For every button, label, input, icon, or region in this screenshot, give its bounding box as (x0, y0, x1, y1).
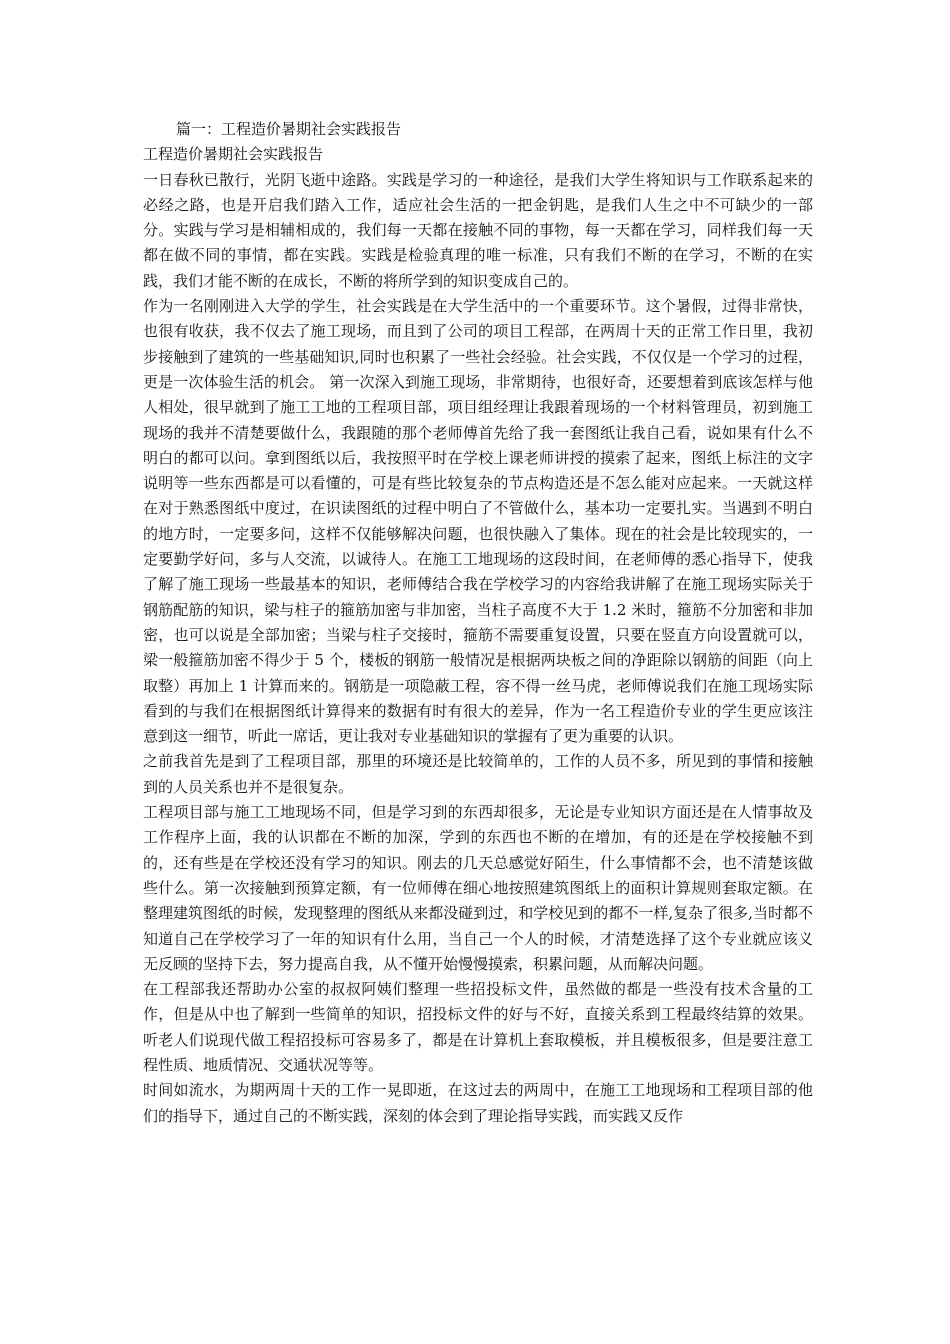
paragraph-site-experience: 作为一名刚刚进入大学的学生，社会实践是在大学生活中的一个重要环节。这个暑假，过得非常快，也很有收获，我不仅去了施工现场，而且到了公司的项目工程部，在两周十天的正常工作日里，我初步接触到了建筑的一些基础知识,同时也积累了一些社会经验。社会实践，不仅仅是一个学习的过程，更是一次体验生活的机会。 第一次深入到施工现场，非常期待，也很好奇，还要想着到底该怎样与他人相处，很早就到了施工工地的工程项目部，项目组经理让我跟着现场的一个材料管理员，初到施工现场的我并不清楚要做什么，我跟随的那个老师傅首先给了我一套图纸让我自己看，说如果有什么不明白的都可以问。拿到图纸以后，我按照平时在学校上课老师讲授的摸索了起来，图纸上标注的文字说明等一些东西都是可以看懂的，可是有些比较复杂的节点构造还是不怎么能对应起来。一天就这样在对于熟悉图纸中度过，在识读图纸的过程中明白了不管做什么，基本功一定要扎实。当遇到不明白的地方时，一定要多问，这样不仅能够解决问题，也很快融入了集体。现在的社会是比较现实的，一定要勤学好问，多与人交流，以诚待人。在施工工地现场的这段时间，在老师傅的悉心指导下，使我了解了施工现场一些最基本的知识，老师傅结合我在学校学习的内容给我讲解了在施工现场实际关于钢筋配筋的知识，梁与柱子的箍筋加密与非加密，当柱子高度不大于 1.2 米时，箍筋不分加密和非加密，也可以说是全部加密；当梁与柱子交接时，箍筋不需要重复设置，只要在竖直方向设置就可以，梁一般箍筋加密不得少于 5 个，楼板的钢筋一般情况是根据两块板之间的净距除以钢筋的间距（向上取整）再加上 1 计算而来的。钢筋是一项隐蔽工程，容不得一丝马虎，老师傅说我们在施工现场实际看到的与我们在根据图纸计算得来的数据有时有很大的差异，作为一名工程造价专业的学生更应该注意到这一细节，听此一席话，更让我对专业基础知识的掌握有了更为重要的认识。 (143, 297, 813, 746)
paragraph-bidding: 在工程部我还帮助办公室的叔叔阿姨们整理一些招投标文件，虽然做的都是一些没有技术含量的工作，但是从中也了解到一些简单的知识，招投标文件的好与不好，直接关系到工程最终结算的效果。听老人们说现代做工程招投标可容易多了，都是在计算机上套取模板，并且模板很多，但是要注意工程性质、地质情况、交通状况等等。 (143, 980, 813, 1074)
paragraph-learning: 工程项目部与施工工地现场不同，但是学习到的东西却很多，无论是专业知识方面还是在人情事故及工作程序上面，我的认识都在不断的加深，学到的东西也不断的在增加，有的还是在学校接触不到的，还有些是在学校还没有学习的知识。刚去的几天总感觉好陌生，什么事情都不会，也不清楚该做些什么。第一次接触到预算定额，有一位师傅在细心地按照建筑图纸上的面积计算规则套取定额。在整理建筑图纸的时候，发现整理的图纸从来都没碰到过，和学校见到的都不一样,复杂了很多,当时都不知道自己在学校学习了一年的知识有什么用，当自己一个人的时候，才清楚选择了这个专业就应该义无反顾的坚持下去，努力提高自我，从不懂开始慢慢摸索，积累问题，从而解决问题。 (143, 803, 813, 973)
document-page (143, 117, 813, 1129)
paragraph-intro: 一日春秋已散行，光阴飞逝中途路。实践是学习的一种途径，是我们大学生将知识与工作联系起来的必经之路，也是开启我们踏入工作，适应社会生活的一把金钥匙，是我们人生之中不可缺少的一部分。实践与学习是相辅相成的，我们每一天都在接触不同的事物，每一天都在学习，同样我们每一天都在做不同的事情，都在实践。实践是检验真理的唯一标准，只有我们不断的在学习，不断的在实践，我们才能不断的在成长，不断的将所学到的知识变成自己的。 (143, 170, 813, 290)
document-heading: 篇一：工程造价暑期社会实践报告 (176, 120, 402, 138)
paragraph-conclusion: 时间如流水，为期两周十天的工作一晃即逝，在这过去的两周中，在施工工地现场和工程项目部的他们的指导下，通过自己的不断实践，深刻的体会到了理论指导实践，而实践又反作 (143, 1081, 813, 1125)
paragraph-project-dept: 之前我首先是到了工程项目部，那里的环境还是比较简单的，工作的人员不多，所见到的事情和接触到的人员关系也并不是很复杂。 (143, 752, 813, 796)
document-subheading: 工程造价暑期社会实践报告 (143, 145, 324, 164)
